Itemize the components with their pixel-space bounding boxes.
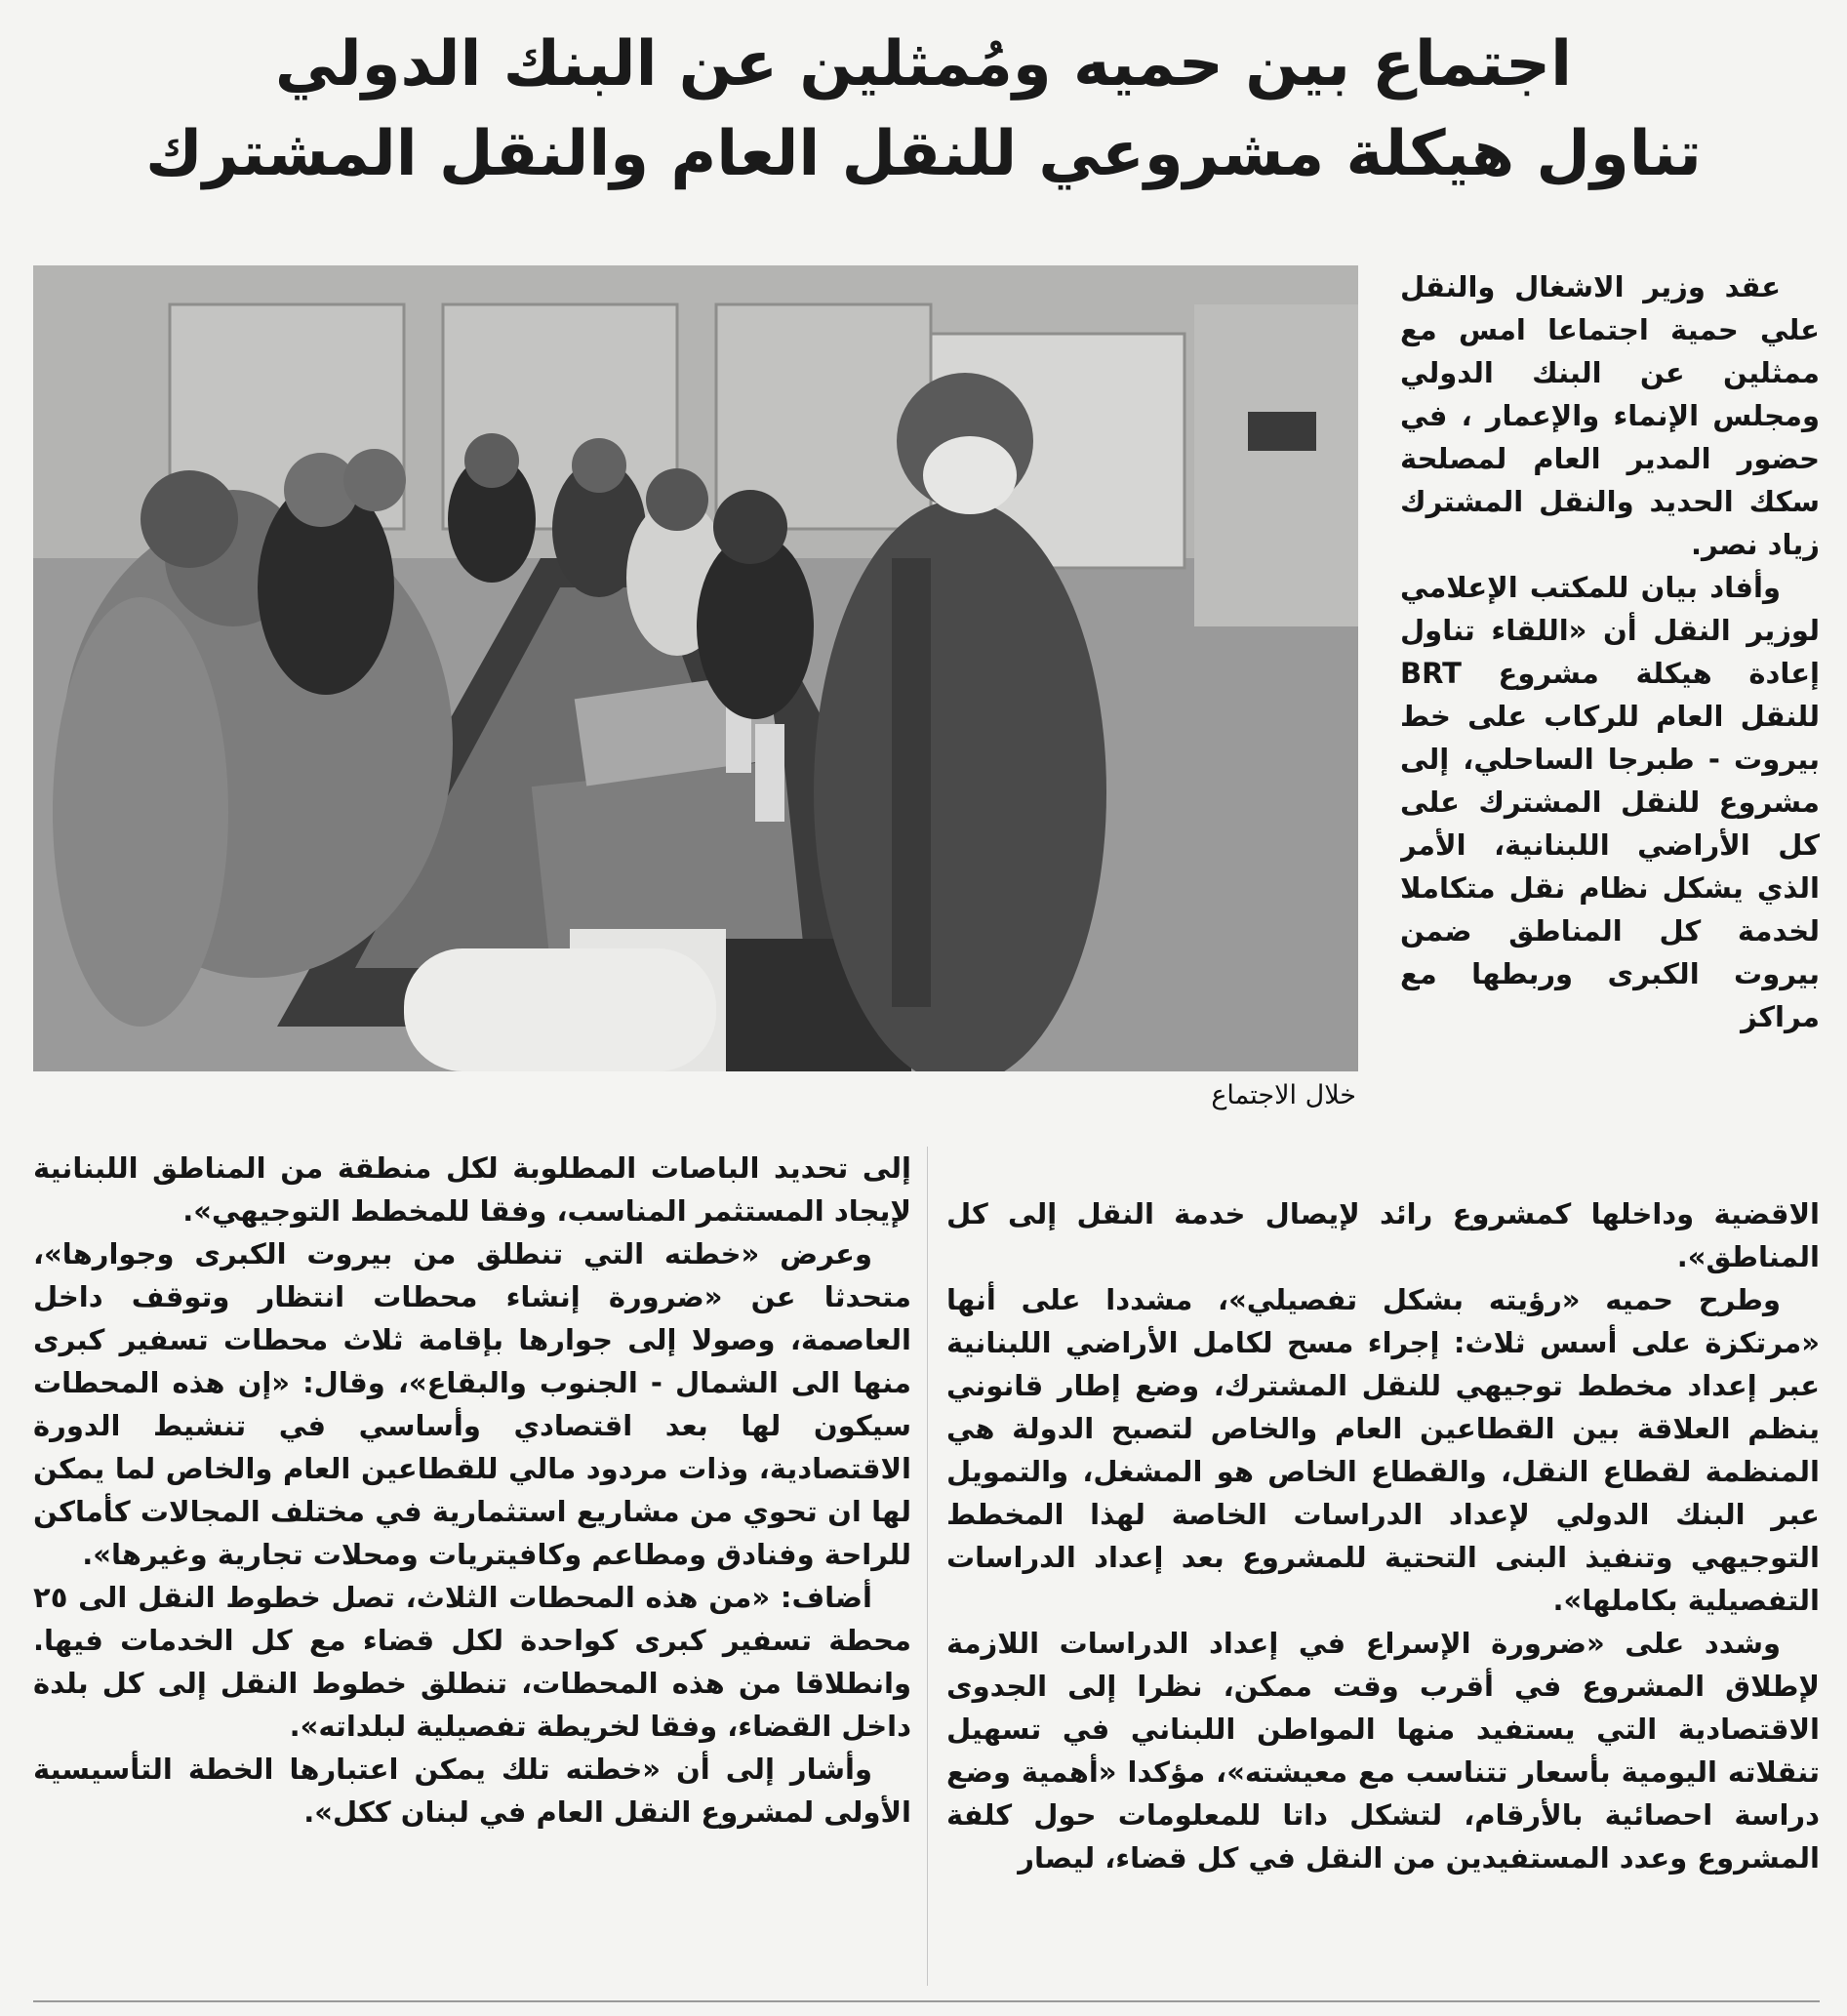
meeting-photo-illustration xyxy=(33,265,1358,1071)
paragraph: إلى تحديد الباصات المطلوبة لكل منطقة من المناطق اللبنانية لإيجاد المستثمر المناسب، وفقا للمخطط التوجيهي». xyxy=(33,1151,911,1228)
paragraph: أضاف: «من هذه المحطات الثلاث، تصل خطوط النقل الى ٢٥ محطة تسفير كبرى كواحدة لكل قضاء مع كل الخدمات فيها. وانطلاقا من هذه المحطات، تنطلق خطوط النقل إلى كل بلدة داخل القضاء، وفقا لخريطة تفصيلية لبلداته». xyxy=(33,1581,911,1743)
headline-line-2: تناول هيكلة مشروعي للنقل العام والنقل المشترك xyxy=(145,118,1702,190)
paragraph: وعرض «خطته التي تنطلق من بيروت الكبرى وجوارها»، متحدثا عن «ضرورة إنشاء محطات انتظار وتوقف داخل العاصمة، وصولا إلى جوارها بإقامة ثلاث محطات تسفير كبرى منها الى الشمال - الجنوب والبقاع»، وقال: «إن هذه المحطات سيكون لها بعد اقتصادي وأساسي في تنشيط الدورة الاقتصادية، وذات مردود مالي للقطاعين العام والخاص لما يمكن لها ان تحوي من مشاريع استثمارية في مختلف المجالات كأماكن للراحة وفنادق ومطاعم وكافيتريات ومحلات تجارية وغيرها». xyxy=(33,1237,911,1571)
article-column-left xyxy=(33,1147,911,1983)
photo-caption: خلال الاجتماع xyxy=(1211,1080,1356,1110)
headline-line-1: اجتماع بين حميه ومُمثلين عن البنك الدولي xyxy=(274,28,1573,101)
article-column-middle xyxy=(946,1192,1820,1983)
bottom-rule xyxy=(33,2000,1820,2002)
headline xyxy=(39,20,1808,199)
paragraph: الاقضية وداخلها كمشروع رائد لإيصال خدمة النقل إلى كل المناطق». xyxy=(946,1197,1820,1273)
meeting-photo xyxy=(33,265,1358,1071)
article-column-right xyxy=(1400,265,1820,1192)
paragraph: وأشار إلى أن «خطته تلك يمكن اعتبارها الخطة التأسيسية الأولى لمشروع النقل العام في لبنان ككل». xyxy=(33,1753,911,1829)
paragraph: عقد وزير الاشغال والنقل علي حمية اجتماعا امس مع ممثلين عن البنك الدولي ومجلس الإنماء والإعمار ، في حضور المدير العام لمصلحة سكك الحديد والنقل المشترك زياد نصر. xyxy=(1400,270,1820,561)
paragraph: وأفاد بيان للمكتب الإعلامي لوزير النقل أن «اللقاء تناول إعادة هيكلة مشروع BRT للنقل العام للركاب على خط بيروت - طبرجا الساحلي، إلى مشروع للنقل المشترك على كل الأراضي اللبنانية، الأمر الذي يشكل نظام نقل متكاملا لخدمة كل المناطق ضمن بيروت الكبرى وربطها مع مراكز xyxy=(1400,571,1820,1033)
paragraph: وطرح حميه «رؤيته بشكل تفصيلي»، مشددا على أنها «مرتكزة على أسس ثلاث: إجراء مسح لكامل الأراضي اللبنانية عبر إعداد مخطط توجيهي للنقل المشترك، وضع إطار قانوني ينظم العلاقة بين القطاعين العام والخاص لتصبح الدولة هي المنظمة لقطاع النقل، والقطاع الخاص هو المشغل، والتمويل عبر البنك الدولي لإعداد الدراسات الخاصة لهذا المخطط التوجيهي وتنفيذ البنى التحتية للمشروع بعد إعداد الدراسات التفصيلية بكاملها». xyxy=(946,1283,1820,1617)
column-divider xyxy=(927,1147,928,1986)
wall-sign xyxy=(1248,412,1316,451)
paragraph: وشدد على «ضرورة الإسراع في إعداد الدراسات اللازمة لإطلاق المشروع في أقرب وقت ممكن، نظرا إلى الجدوى الاقتصادية التي يستفيد منها المواطن اللبناني في تسهيل تنقلاته اليومية بأسعار تتناسب مع معيشته»، مؤكدا «أهمية وضع دراسة احصائية بالأرقام، لتشكل داتا للمعلومات حول كلفة المشروع وعدد المستفيدين من النقل في كل قضاء، ليصار xyxy=(946,1627,1820,1875)
